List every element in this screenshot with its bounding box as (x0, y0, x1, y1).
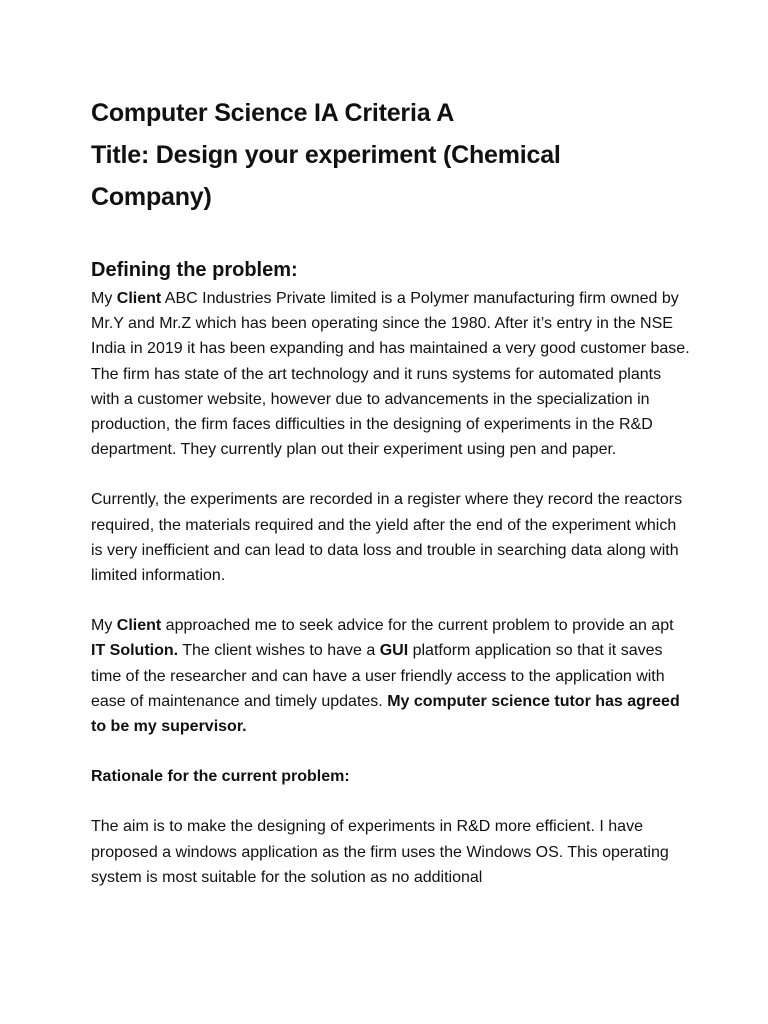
p1-bold-client: Client (116, 290, 162, 307)
p3-bold-supervisor: My computer science tutor has agreed to be my supervisor. (91, 692, 680, 736)
p1-text-2: ABC Industries Private limited is a Polymer manufacturing firm owned by Mr.Y and Mr.Z which has been operating since the 1980. After it’s entry in the NSE India in 2019 it has been expanding and has maintained a very good customer base. The firm has state of the art technology and it runs systems for automated plants with a customer website, however due to advancements in the specialization in production, the firm faces difficulties in the designing of experiments in the R&D department. They currently plan out their experiment using pen and paper. (91, 290, 690, 459)
document-page (91, 92, 691, 890)
document-title-line-3: Company) (91, 183, 212, 211)
p3-text-1: My (91, 617, 117, 635)
p3-text-3: The client wishes to have a (178, 642, 380, 660)
document-title-line-2: Title: Design your experiment (Chemical (91, 141, 561, 169)
document-title-line-1: Computer Science IA Criteria A (91, 99, 455, 127)
paragraph-client-description (91, 286, 691, 462)
p3-bold-client: Client (116, 617, 162, 635)
section-heading-defining-problem: Defining the problem: (91, 259, 298, 281)
p3-bold-it-solution: IT Solution. (91, 642, 179, 660)
p1-text-1: My (91, 290, 117, 307)
paragraph-client-request (91, 613, 691, 739)
p3-text-4: platform application so that it saves time of the researcher and can have a user friendly access to the application with ease of maintenance and timely updates. (91, 642, 665, 710)
p3-text-2: approached me to seek advice for the current problem to provide an apt (161, 617, 674, 635)
p3-bold-gui: GUI (379, 642, 409, 660)
paragraph-current-system: Currently, the experiments are recorded in a register where they record the reactors required, the materials required and the yield after the end of the experiment which is very inefficient and can lead to data loss and trouble in searching data along with limited information. (91, 491, 683, 585)
paragraph-rationale: The aim is to make the designing of experiments in R&D more efficient. I have proposed a windows application as the firm uses the Windows OS. This operating system is most suitable for the solution as no additional (91, 818, 669, 886)
subheading-rationale: Rationale for the current problem: (91, 768, 350, 786)
